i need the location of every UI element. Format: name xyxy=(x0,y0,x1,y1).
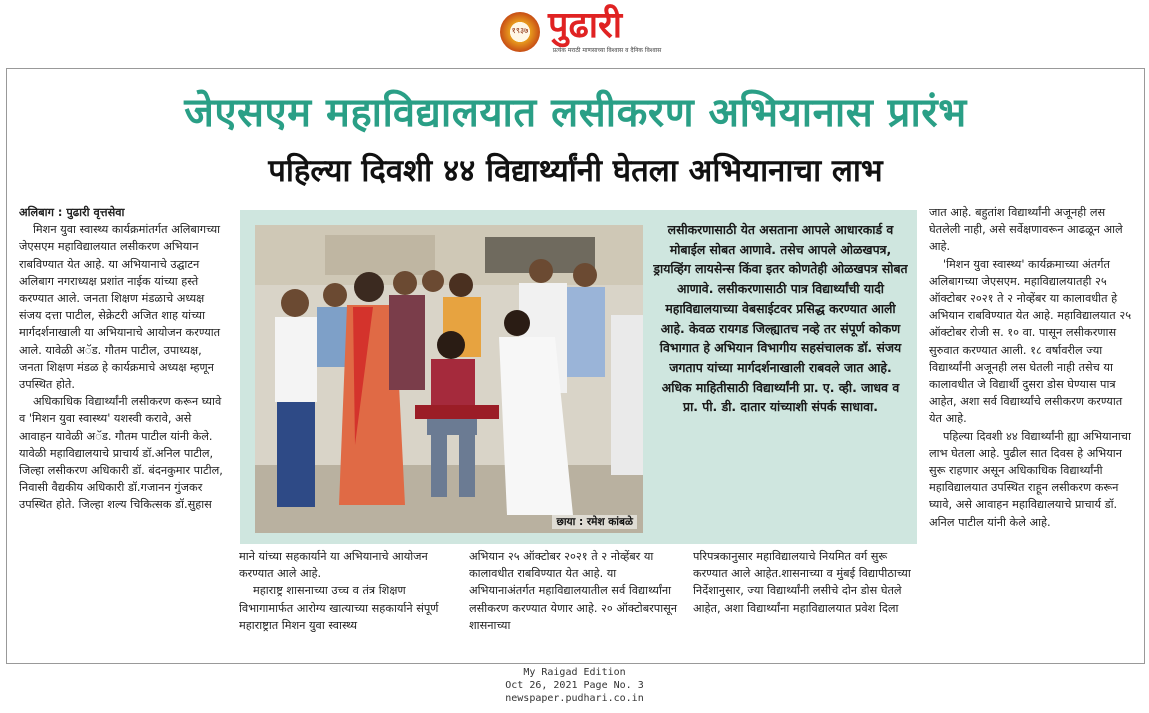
paragraph: मिशन युवा स्वास्थ्य कार्यक्रमांतर्गत अलिबागच्या जेएसएम महाविद्यालयात लसीकरण अभियान राबविण्यात येत आहे. या अभियानाचे उद्घाटन अलिबाग नगराध्यक्ष प्रशांत नाईक यांच्या हस्ते करण्यात आले. जनता शिक्षण मंडळाचे अध्यक्ष संजय दत्ता पाटील, सेक्रेटरी अजित शाह यांच्या मार्गदर्शनाखाली या अभियानाचे आयोजन करण्यात आले. यावेळी अॅड. गौतम पाटील, उपाध्यक्ष, जनता शिक्षण मंडळ हे कार्यक्रमाचे अध्यक्ष म्हणून उपस्थित होते. xyxy=(19,223,221,392)
masthead xyxy=(0,0,1149,68)
edition-site: newspaper.pudhari.co.in xyxy=(505,693,644,704)
article-column-1 xyxy=(19,204,227,654)
paragraph: पहिल्या दिवशी ४४ विद्यार्थ्यांनी ह्या अभियानाचा लाभ घेतला आहे. पुढील सात दिवस हे अभियान सुरू राहणार असून अधिकाधिक विद्यार्थ्यांनी महाविद्यालयात उपस्थित राहून लसीकरण करून घ्यावे, असे आवाहन महाविद्यालयाचे प्राचार्य डॉ. अनिल पाटील यांनी केले आहे. xyxy=(929,429,1131,529)
article-column-4 xyxy=(693,548,917,648)
photo-caption: छाया : रमेश कांबळे xyxy=(552,515,637,529)
subheadline: पहिल्या दिवशी ४४ विद्यार्थ्यांनी घेतला अभियानाचा लाभ xyxy=(268,153,883,189)
paragraph: परिपत्रकानुसार महाविद्यालयाचे नियमित वर्ग सुरू करण्यात आले आहेत.शासनाच्या व मुंबई विद्यापीठाच्या निर्देशानुसार, ज्या विद्यार्थ्यांनी लसीचे दोन डोस घेतले आहेत, अशा विद्यार्थ्यांना महाविद्यालयात प्रवेश दिला xyxy=(693,550,911,615)
paragraph: अधिकाधिक विद्यार्थ्यांनी लसीकरण करून घ्यावे व 'मिशन युवा स्वास्थ्य' यशस्वी करावे, असे आवाहन यावेळी अॅड. गौतम पाटील यांनी केले. यावेळी महाविद्यालयाचे प्राचार्य डॉ.अनिल पाटील, जिल्हा लसीकरण अधिकारी डॉ. बंदनकुमार पाटील, निवासी वैद्यकीय अधिकारी डॉ.गजानन गुंजकर उपस्थित होते. जिल्हा शल्य चिकित्सक डॉ.सुहास xyxy=(19,395,223,512)
brand-tagline: प्रत्येक मराठी माणसाच्या विश्वास व दैनिक विश्वास xyxy=(552,47,662,54)
boxed-notice: लसीकरणासाठी येत असताना आपले आधारकार्ड व मोबाईल सोबत आणावे. तसेच आपले ओळखपत्र, ड्रायव्हिंग लायसेन्स किंवा इतर कोणतेही ओळखपत्र सोबत आणावे. लसीकरणासाठी पात्र विद्यार्थ्यांची यादी महाविद्यालयाच्या वेबसाईटवर प्रसिद्ध करण्यात आली आहे. केवळ रायगड जिल्ह्यातच नव्हे तर संपूर्ण कोकण विभागात हे अभियान विभागीय सहसंचालक डॉ. संजय जगताप यांच्या मार्गदर्शनाखाली राबवले जात आहे. अधिक माहितीसाठी विद्यार्थ्यांनी प्रा. ए. व्ही. जाधव व प्रा. पी. डी. दातार यांच्याशी संपर्क साधावा. xyxy=(653,222,908,415)
paragraph: 'मिशन युवा स्वास्थ्य' कार्यक्रमाच्या अंतर्गत अलिबागच्या जेएसएम. महाविद्यालयातही २५ ऑक्टोबर २०२१ ते २ नोव्हेंबर या कालावधीत हे अभियान राबविण्यात येत आहे. महाविद्यालयात २५ ऑक्टोबर रोजी स. १० वा. पासून लसीकरणास सुरुवात करण्यात आली. १८ वर्षावरील ज्या विद्यार्थ्यांनी अजूनही लस घेतली नाही तसेच या कालावधीत जे विद्यार्थी दुसरा डोस घेण्यास पात्र आहेत, अशा सर्व विद्यार्थ्यांचे लसीकरण करण्यात येत आहे. xyxy=(929,257,1132,426)
vaccination-photo xyxy=(255,225,643,533)
article-column-3 xyxy=(469,548,679,648)
headline: जेएसएम महाविद्यालयात लसीकरण अभियानास प्रारंभ xyxy=(184,90,967,136)
article-column-2 xyxy=(239,548,454,648)
paragraph: अभियान २५ ऑक्टोबर २०२१ ते २ नोव्हेंबर या कालावधीत राबविण्यात येत आहे. या अभियानाअंतर्गत महाविद्यालयातील सर्व विद्यार्थ्यांना लसीकरण करण्यात येणार आहे. २० ऑक्टोबरपासून शासनाच्या xyxy=(469,550,678,632)
brand-logo: पुढारी xyxy=(548,5,623,46)
paragraph: माने यांच्या सहकार्याने या अभियानाचे आयोजन करण्यात आले आहे. xyxy=(239,550,428,581)
edition-footer xyxy=(0,666,1149,705)
news-clipping xyxy=(6,68,1145,664)
article-column-5 xyxy=(929,204,1135,654)
paragraph: जात आहे. बहुतांश विद्यार्थ्यांनी अजूनही लस घेतलेली नाही, असे सर्वेक्षणावरून आढळून आले आहे. xyxy=(929,206,1123,254)
edition-date-page: Oct 26, 2021 Page No. 3 xyxy=(505,680,644,691)
photo-feature-box xyxy=(240,210,917,544)
edition-name: My Raigad Edition xyxy=(523,667,626,678)
dateline: अलिबाग : पुढारी वृत्तसेवा xyxy=(19,206,125,219)
paragraph: महाराष्ट्र शासनाच्या उच्च व तंत्र शिक्षण विभागामार्फत आरोग्य खात्याच्या सहकार्याने संपूर्ण महाराष्ट्रात मिशन युवा स्वास्थ्य xyxy=(239,584,439,632)
photo-illustration xyxy=(255,225,643,533)
seal-year: १९३७ xyxy=(511,26,529,35)
